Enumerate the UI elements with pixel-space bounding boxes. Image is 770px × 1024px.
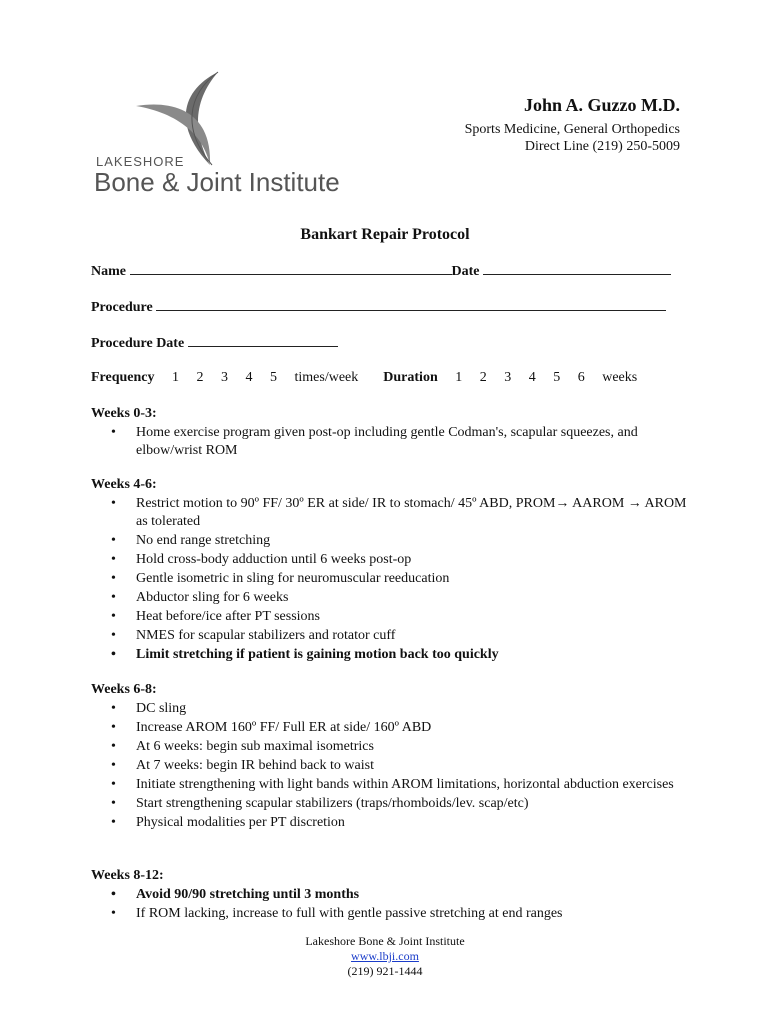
procedure-date-label: Procedure Date <box>91 336 185 351</box>
list-item: • If ROM lacking, increase to full with gentle passive stretching at end ranges <box>111 906 563 921</box>
name-field[interactable] <box>130 262 452 275</box>
list-item: • Avoid 90/90 stretching until 3 months <box>111 887 360 902</box>
list-item-text: Gentle isometric in sling for neuromuscular reeducation <box>136 571 450 586</box>
list-item: • Heat before/ice after PT sessions <box>111 609 321 624</box>
duration-option[interactable]: 2 <box>479 370 487 385</box>
list-item: • Restrict motion to 90º FF/ 30º ER at side/ IR to stomach/ 45º ABD, PROM→ AAROM → AROM as tolerated <box>111 496 687 529</box>
list-item-text: Initiate strengthening with light bands within AROM limitations, horizontal abduction exercises <box>136 777 674 792</box>
procedure-label: Procedure <box>91 300 153 315</box>
list-item: • NMES for scapular stabilizers and rotator cuff <box>111 628 396 643</box>
list-item-text: No end range stretching <box>136 533 271 548</box>
list-item-text: Increase AROM 160º FF/ Full ER at side/ 160º ABD <box>136 720 432 735</box>
list-item: • At 6 weeks: begin sub maximal isometrics <box>111 739 374 754</box>
list-item-text: Limit stretching if patient is gaining motion back too quickly <box>136 647 499 662</box>
duration-option[interactable]: 3 <box>504 370 512 385</box>
bullet-list <box>91 886 691 923</box>
frequency-duration-row <box>91 370 691 406</box>
section-weeks-8-12 <box>91 868 691 924</box>
list-item: • Initiate strengthening with light bands within AROM limitations, horizontal abduction exercises <box>111 777 674 792</box>
list-item-text: Restrict motion to 90º FF/ 30º ER at side/ IR to stomach/ 45º ABD, PROM→ AAROM → AROM as tolerated <box>136 496 687 529</box>
frequency-option[interactable]: 2 <box>196 370 204 385</box>
list-item: • No end range stretching <box>111 533 271 548</box>
list-item-text: Heat before/ice after PT sessions <box>136 609 321 624</box>
doctor-name: John A. Guzzo M.D. <box>523 95 680 115</box>
list-item: • Increase AROM 160º FF/ Full ER at side/ 160º ABD <box>111 720 432 735</box>
list-item: • Start strengthening scapular stabilizers (traps/rhomboids/lev. scap/etc) <box>111 796 529 811</box>
footer-website-link[interactable]: www.lbji.com <box>351 949 419 963</box>
frequency-option[interactable]: 1 <box>172 370 180 385</box>
list-item: • Abductor sling for 6 weeks <box>111 590 289 605</box>
frequency-option[interactable]: 4 <box>245 370 253 385</box>
section-heading: Weeks 6-8: <box>91 682 157 697</box>
section-heading: Weeks 4-6: <box>91 477 157 492</box>
section-heading: Weeks 0-3: <box>91 406 157 421</box>
list-item-text: Avoid 90/90 stretching until 3 months <box>136 887 360 902</box>
frequency-option[interactable]: 5 <box>270 370 278 385</box>
list-item-text: If ROM lacking, increase to full with gentle passive stretching at end ranges <box>136 906 563 921</box>
list-item-text: At 6 weeks: begin sub maximal isometrics <box>136 739 374 754</box>
date-field[interactable] <box>483 262 671 275</box>
duration-option[interactable]: 4 <box>528 370 536 385</box>
list-item: • Home exercise program given post-op including gentle Codman's, scapular squeezes, and elbow/wrist ROM <box>111 425 638 458</box>
list-item-text: DC sling <box>136 701 187 716</box>
section-heading: Weeks 8-12: <box>91 868 164 883</box>
doctor-specialty: Sports Medicine, General Orthopedics <box>464 122 680 137</box>
doctor-direct-line: Direct Line (219) 250-5009 <box>524 139 680 154</box>
procedure-date-row <box>91 334 691 370</box>
section-weeks-4-6 <box>91 477 691 665</box>
name-label: Name <box>91 264 126 279</box>
duration-unit: weeks <box>602 370 638 385</box>
list-item-text: NMES for scapular stabilizers and rotator cuff <box>136 628 396 643</box>
duration-option[interactable]: 1 <box>455 370 463 385</box>
list-item-text: At 7 weeks: begin IR behind back to waist <box>136 758 374 773</box>
date-label: Date <box>451 264 480 279</box>
bullet-list <box>91 495 691 664</box>
list-item-text: Home exercise program given post-op including gentle Codman's, scapular squeezes, and elbow/wrist ROM <box>136 425 638 458</box>
frequency-unit: times/week <box>294 370 359 385</box>
list-item-text: Abductor sling for 6 weeks <box>136 590 289 605</box>
duration-option[interactable]: 6 <box>577 370 585 385</box>
logo-small-text: LAKESHORE <box>96 154 185 169</box>
list-item: • At 7 weeks: begin IR behind back to waist <box>111 758 374 773</box>
section-weeks-0-3 <box>91 406 691 461</box>
list-item-text: Start strengthening scapular stabilizers (traps/rhomboids/lev. scap/etc) <box>136 796 529 811</box>
doctor-header <box>465 95 680 155</box>
list-item-text: Hold cross-body adduction until 6 weeks post-op <box>136 552 412 567</box>
list-item: • Physical modalities per PT discretion <box>111 815 345 830</box>
section-weeks-6-8 <box>91 682 691 833</box>
list-item: • Gentle isometric in sling for neuromuscular reeducation <box>111 571 450 586</box>
frequency-option[interactable]: 3 <box>221 370 229 385</box>
frequency-label: Frequency <box>91 370 155 385</box>
procedure-row <box>91 298 691 334</box>
footer-phone: (219) 921-1444 <box>347 964 423 978</box>
institute-logo <box>92 70 372 200</box>
procedure-date-field[interactable] <box>188 334 338 347</box>
page-footer <box>0 934 770 979</box>
footer-org: Lakeshore Bone & Joint Institute <box>305 934 465 948</box>
list-item: • DC sling <box>111 701 187 716</box>
list-item: • Hold cross-body adduction until 6 weeks post-op <box>111 552 412 567</box>
duration-option[interactable]: 5 <box>553 370 561 385</box>
procedure-field[interactable] <box>156 298 666 311</box>
bullet-list <box>91 700 691 832</box>
logo-big-text: Bone & Joint Institute <box>94 167 340 197</box>
list-item-text: Physical modalities per PT discretion <box>136 815 345 830</box>
patient-fields <box>91 262 691 406</box>
duration-label: Duration <box>383 370 438 385</box>
bullet-list <box>91 424 691 460</box>
name-date-row <box>91 262 691 298</box>
list-item: • Limit stretching if patient is gaining motion back too quickly <box>111 647 499 662</box>
page-title: Bankart Repair Protocol <box>300 226 470 243</box>
